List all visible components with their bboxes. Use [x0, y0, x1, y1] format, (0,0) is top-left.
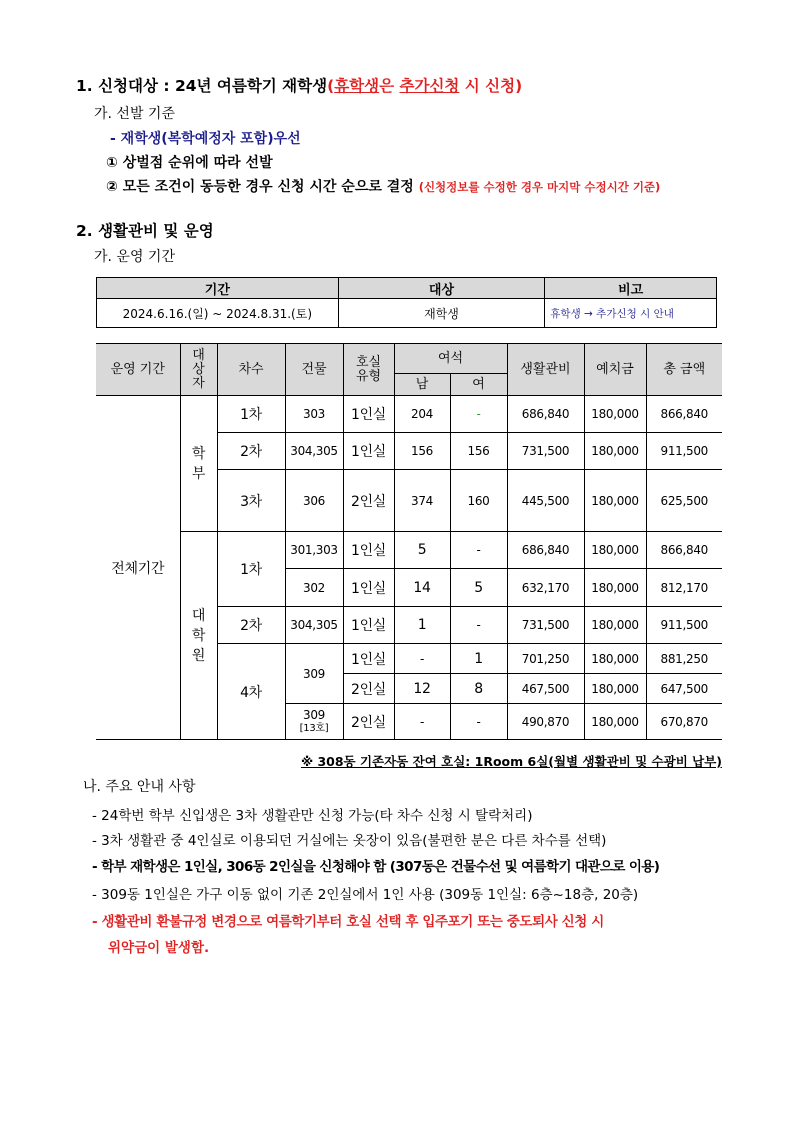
undergrad-label-text: 학부 [191, 445, 206, 482]
title-end-text: 시 신청) [459, 77, 523, 95]
period-table-row [97, 299, 717, 328]
round-cell: 3차 [217, 470, 285, 532]
total-cell: 647,500 [646, 674, 722, 704]
fee-cell: 445,500 [507, 470, 584, 532]
total-cell: 625,500 [646, 470, 722, 532]
notice-item: - 309동 1인실은 가구 이동 없이 기존 2인실에서 1인 사용 (309동 1인실: 6층~18층, 20층) [92, 887, 639, 903]
selection-criteria-heading: 가. 선발 기준 [94, 106, 175, 122]
notices-heading: 나. 주요 안내 사항 [83, 779, 196, 795]
deposit-cell: 180,000 [584, 607, 646, 644]
deposit-cell: 180,000 [584, 569, 646, 607]
total-cell: 812,170 [646, 569, 722, 607]
period-table-header [97, 278, 717, 299]
fee-cell: 467,500 [507, 674, 584, 704]
total-cell: 911,500 [646, 607, 722, 644]
header-total: 총 금액 [646, 344, 722, 396]
header-deposit: 예치금 [584, 344, 646, 396]
criteria-item-2-note: (신청정보를 수정한 경우 마지막 수정시간 기준) [418, 180, 661, 194]
male-cell: 204 [394, 396, 450, 433]
round-cell: 2차 [217, 607, 285, 644]
section1-title-main: 1. 신청대상 : 24년 여름학기 재학생 [76, 77, 328, 95]
room-cell: 2인실 [343, 704, 394, 740]
target-header-cell: 대상 [338, 278, 545, 299]
fee-cell: 731,500 [507, 433, 584, 470]
period-value-cell: 2024.6.16.(일) ~ 2024.8.31.(토) [97, 299, 339, 328]
period-header-cell: 기간 [97, 278, 339, 299]
room-cell: 1인실 [343, 607, 394, 644]
header-round: 차수 [217, 344, 285, 396]
paren-open: ( [327, 77, 335, 95]
section1-title-paren [327, 77, 522, 95]
male-cell: 14 [394, 569, 450, 607]
building-cell-main: 309 [302, 707, 325, 722]
female-cell: - [450, 532, 507, 569]
period-value: 전체기간 [96, 396, 180, 740]
fee-cell: 686,840 [507, 532, 584, 569]
female-cell: 1 [450, 644, 507, 674]
section2-title: 2. 생활관비 및 운영 [76, 222, 214, 240]
building-cell: 303 [285, 396, 343, 433]
title-mid-text: 은 [379, 77, 400, 95]
female-cell: 5 [450, 569, 507, 607]
female-cell: - [450, 607, 507, 644]
building-cell: 306 [285, 470, 343, 532]
header-target [180, 344, 217, 396]
building-cell: 309 [285, 644, 343, 704]
total-cell: 881,250 [646, 644, 722, 674]
building-cell: 304,305 [285, 433, 343, 470]
criteria-item-2 [106, 176, 660, 196]
room-cell: 1인실 [343, 532, 394, 569]
room-cell: 2인실 [343, 470, 394, 532]
building-cell [285, 704, 343, 740]
male-cell: - [394, 704, 450, 740]
room-cell: 1인실 [343, 396, 394, 433]
round-cell: 4차 [217, 644, 285, 740]
deposit-cell: 180,000 [584, 470, 646, 532]
deposit-cell: 180,000 [584, 704, 646, 740]
header-period: 운영 기간 [96, 344, 180, 396]
header-building: 건물 [285, 344, 343, 396]
fee-cell: 701,250 [507, 644, 584, 674]
header-vacancy: 여석 [394, 344, 507, 374]
total-cell: 670,870 [646, 704, 722, 740]
target-value-cell: 재학생 [338, 299, 545, 328]
notice-item-warning-cont: 위약금이 발생함. [108, 940, 210, 956]
total-cell: 866,840 [646, 532, 722, 569]
female-cell: 156 [450, 433, 507, 470]
header-target-text: 대상자 [192, 347, 205, 391]
male-cell: 374 [394, 470, 450, 532]
deposit-cell: 180,000 [584, 674, 646, 704]
grad-label-text: 대학원 [191, 607, 206, 664]
operation-period-heading: 가. 운영 기간 [94, 249, 175, 265]
room-cell: 2인실 [343, 674, 394, 704]
female-cell: 8 [450, 674, 507, 704]
male-cell: - [394, 644, 450, 674]
building-cell: 302 [285, 569, 343, 607]
header-room-type [343, 344, 394, 396]
note-header-cell: 비고 [545, 278, 717, 299]
round-cell: 1차 [217, 396, 285, 433]
deposit-cell: 180,000 [584, 396, 646, 433]
criteria-item-1: ① 상벌점 순위에 따라 선발 [106, 155, 273, 171]
room-cell: 1인실 [343, 644, 394, 674]
female-cell: 160 [450, 470, 507, 532]
notice-item: - 3차 생활관 중 4인실로 이용되던 거실에는 옷장이 있음(불편한 분은 다른 차수를 선택) [92, 833, 607, 849]
round-cell: 2차 [217, 433, 285, 470]
undergrad-label [180, 396, 217, 532]
note-value-cell: 휴학생 → 추가신청 시 안내 [545, 299, 717, 328]
building-cell-sub: [13호] [299, 722, 329, 734]
male-cell: 1 [394, 607, 450, 644]
building-cell: 301,303 [285, 532, 343, 569]
fee-cell: 632,170 [507, 569, 584, 607]
fee-cell: 490,870 [507, 704, 584, 740]
deposit-cell: 180,000 [584, 532, 646, 569]
period-table [96, 277, 717, 328]
leave-student-text: 휴학생 [334, 77, 380, 95]
notice-item: - 24학번 학부 신입생은 3차 생활관만 신청 가능(타 차수 신청 시 탈락처리) [92, 808, 533, 824]
header-female: 여 [450, 374, 507, 396]
room-cell: 1인실 [343, 433, 394, 470]
grad-label [180, 532, 217, 740]
fee-cell: 686,840 [507, 396, 584, 433]
header-room-type-text: 호실유형 [355, 354, 382, 384]
total-cell: 866,840 [646, 396, 722, 433]
room-footnote: ※ 308동 기존자동 잔여 호실: 1Room 6실(월별 생활관비 및 수광비 납부) [300, 754, 722, 769]
section1-title [76, 74, 522, 96]
fee-cell: 731,500 [507, 607, 584, 644]
criteria-item-2-text: ② 모든 조건이 동등한 경우 신청 시간 순으로 결정 [106, 179, 414, 195]
female-cell: - [450, 396, 507, 433]
male-cell: 12 [394, 674, 450, 704]
female-cell: - [450, 704, 507, 740]
priority-bullet: - 재학생(복학예정자 포함)우선 [110, 131, 301, 147]
total-cell: 911,500 [646, 433, 722, 470]
additional-apply-text: 추가신청 [399, 77, 460, 95]
room-cell: 1인실 [343, 569, 394, 607]
deposit-cell: 180,000 [584, 644, 646, 674]
round-cell: 1차 [217, 532, 285, 607]
header-male: 남 [394, 374, 450, 396]
table-row [96, 532, 722, 569]
building-cell: 304,305 [285, 607, 343, 644]
male-cell: 156 [394, 433, 450, 470]
notice-item: - 학부 재학생은 1인실, 306동 2인실을 신청해야 함 (307동은 건물수선 및 여름학기 대관으로 이용) [92, 859, 660, 875]
male-cell: 5 [394, 532, 450, 569]
notice-item-warning: - 생활관비 환불규정 변경으로 여름학기부터 호실 선택 후 입주포기 또는 중도퇴사 신청 시 [92, 914, 604, 930]
header-fee: 생활관비 [507, 344, 584, 396]
table-row [96, 396, 722, 433]
fee-header-row-1 [96, 344, 722, 374]
deposit-cell: 180,000 [584, 433, 646, 470]
fee-table [96, 343, 722, 740]
